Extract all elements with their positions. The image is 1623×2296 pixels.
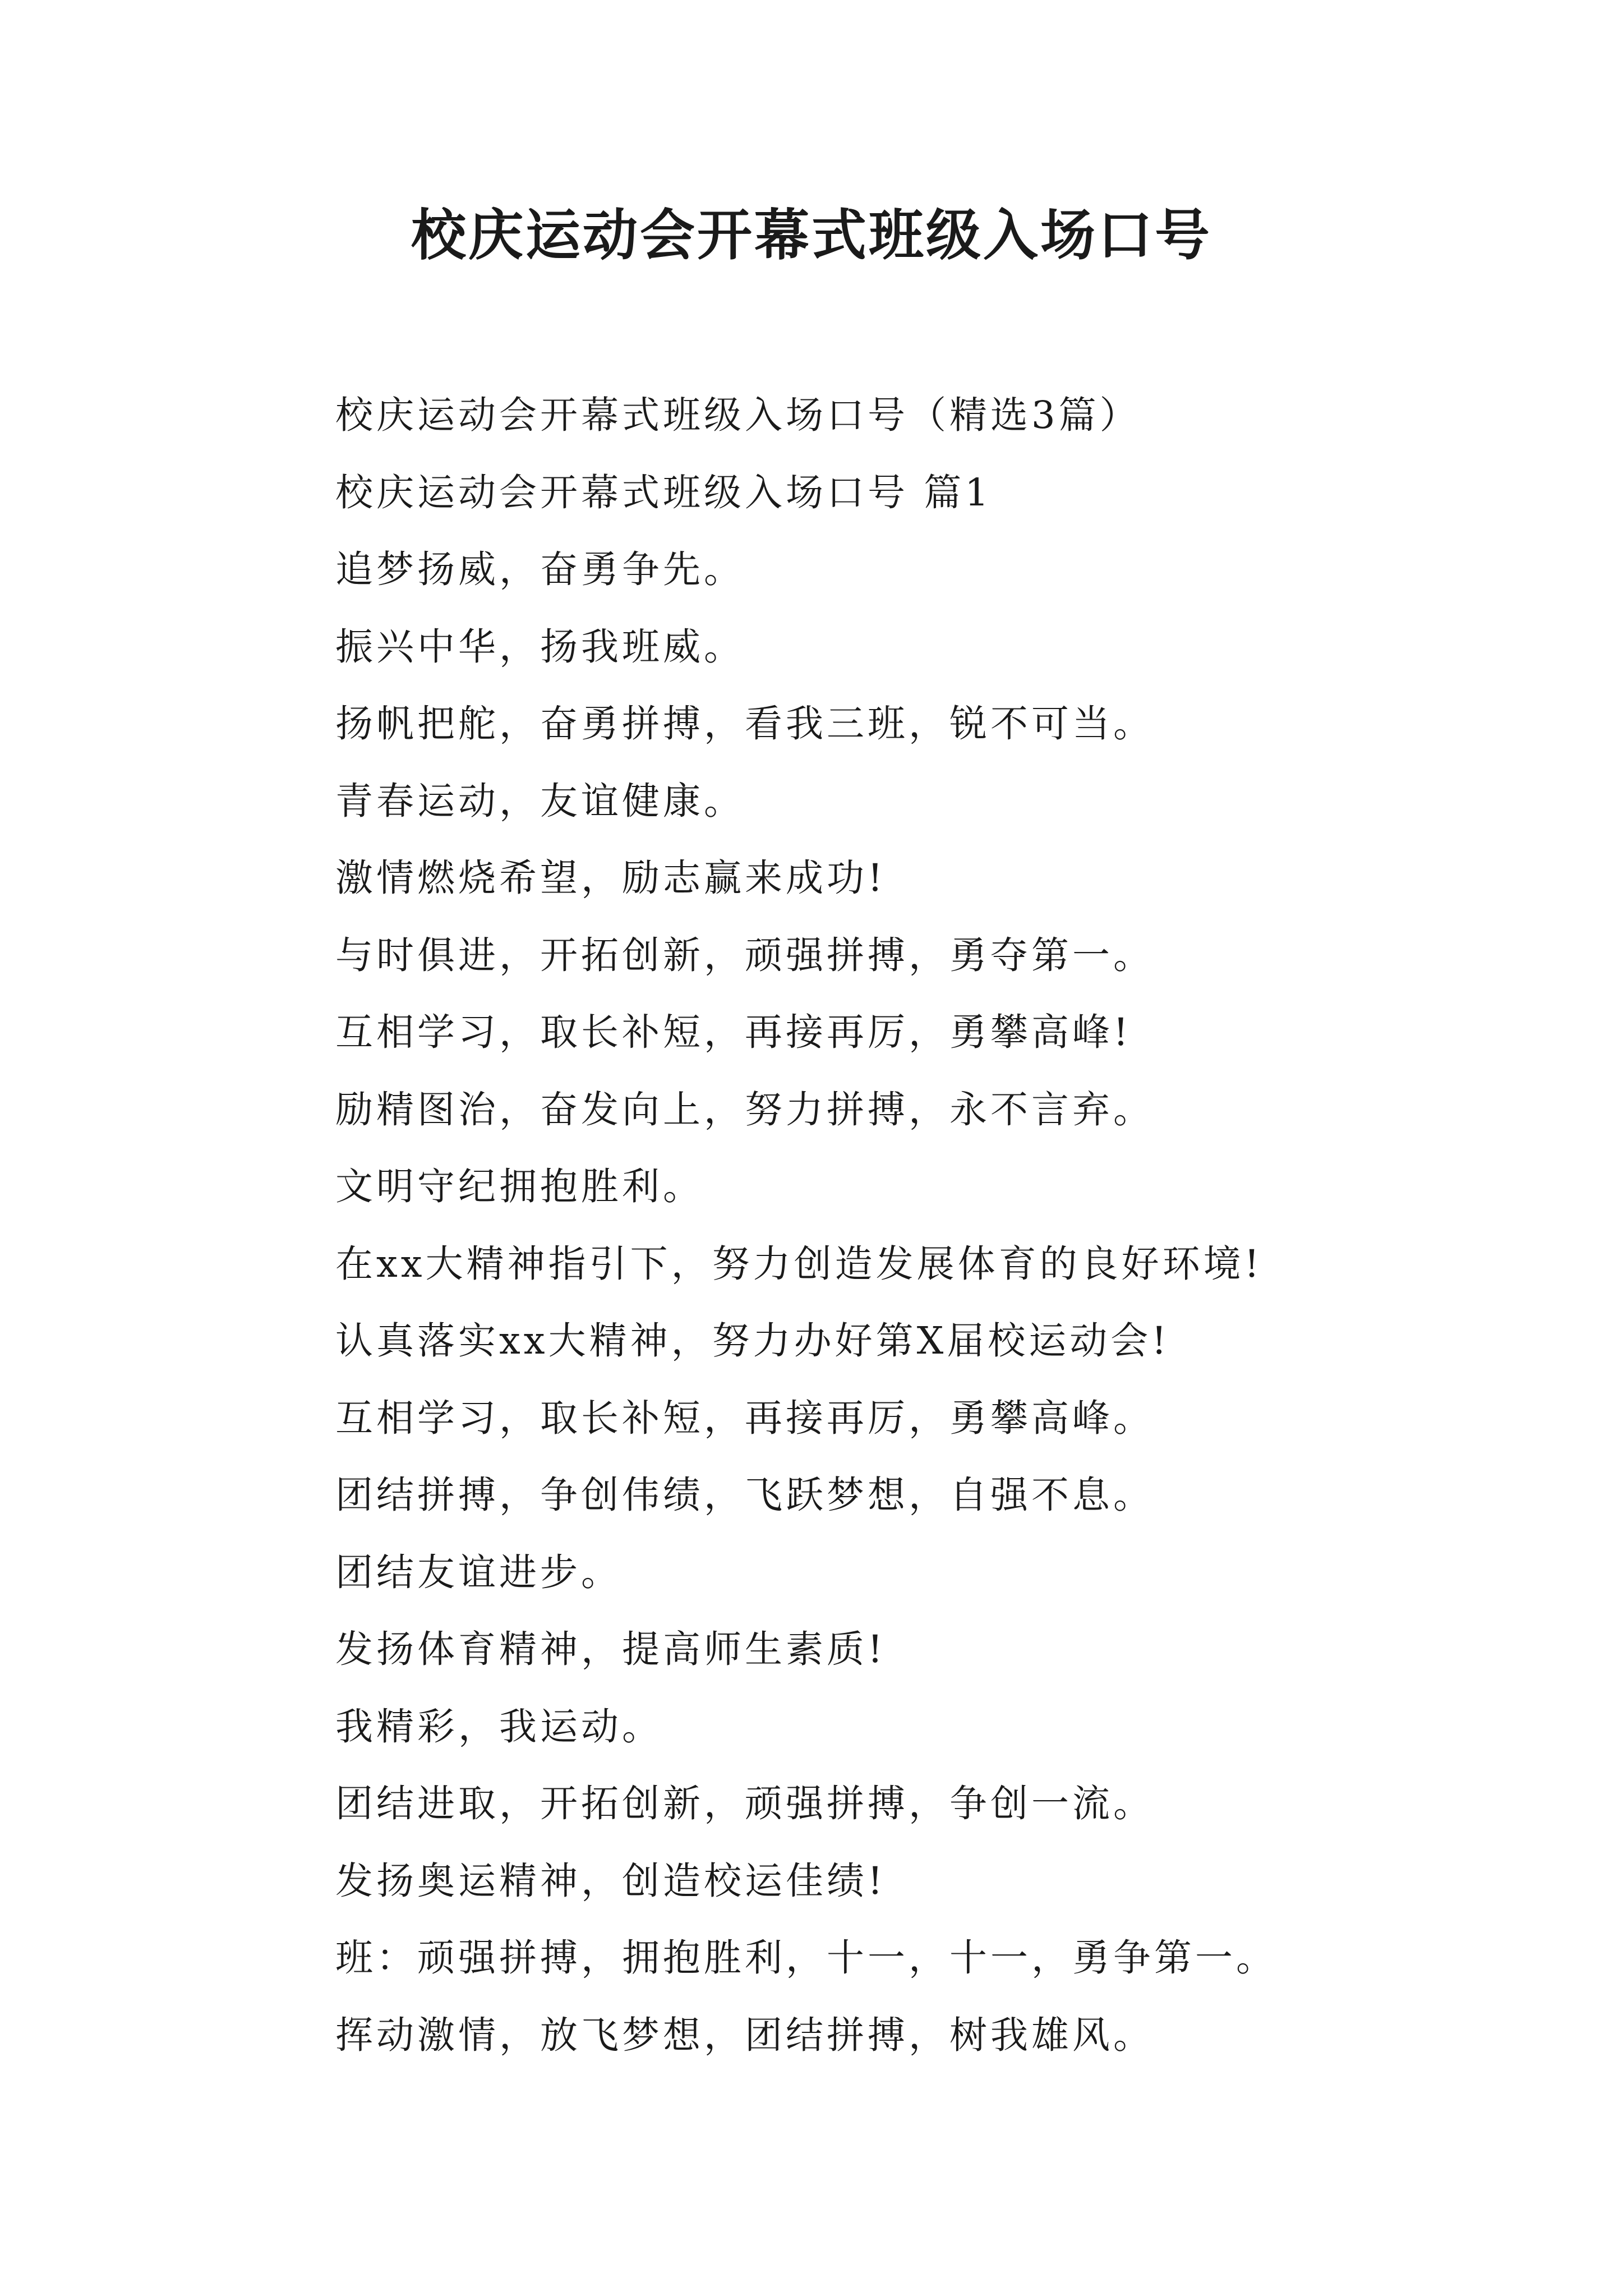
text-line: 团结进取，开拓创新，顽强拼搏，争创一流。 xyxy=(335,1782,1154,1825)
document-title: 校庆运动会开幕式班级入场口号 xyxy=(411,203,1212,268)
text-line: 文明守纪拥抱胜利。 xyxy=(335,1165,704,1208)
text-line: 在xx大精神指引下，努力创造发展体育的良好环境! xyxy=(335,1241,1263,1286)
text-line: 认真落实xx大精神，努力办好第X届校运动会! xyxy=(335,1319,1170,1363)
text-line: 互相学习，取长补短，再接再厉，勇攀高峰! xyxy=(335,1010,1132,1054)
text-line: 激情燃烧希望，励志赢来成功! xyxy=(335,856,886,900)
text-line: 励精图治，奋发向上，努力拼搏，永不言弃。 xyxy=(335,1087,1154,1131)
text-line: 发扬奥运精神，创造校运佳绩! xyxy=(335,1858,886,1903)
text-line: 团结拼搏，争创伟绩，飞跃梦想，自强不息。 xyxy=(335,1473,1154,1517)
text-line: 青春运动，友谊健康。 xyxy=(335,779,745,823)
text-line: 校庆运动会开幕式班级入场口号 篇1 xyxy=(335,470,992,514)
text-line: 团结友谊进步。 xyxy=(335,1550,622,1594)
text-line: 追梦扬威，奋勇争先。 xyxy=(335,547,745,591)
text-line: 发扬体育精神，提高师生素质! xyxy=(335,1627,886,1671)
text-line: 与时俱进，开拓创新，顽强拼搏，勇夺第一。 xyxy=(335,933,1154,977)
document-body xyxy=(335,377,1457,2074)
text-line: 互相学习，取长补短，再接再厉，勇攀高峰。 xyxy=(335,1396,1154,1440)
text-line: 扬帆把舵，奋勇拼搏，看我三班，锐不可当。 xyxy=(335,702,1154,746)
text-line: 班：顽强拼搏，拥抱胜利，十一，十一，勇争第一。 xyxy=(335,1936,1277,1980)
text-line: 振兴中华，扬我班威。 xyxy=(335,624,745,669)
text-line: 我精彩，我运动。 xyxy=(335,1704,663,1749)
text-line: 挥动激情，放飞梦想，团结拼搏，树我雄风。 xyxy=(335,2013,1154,2057)
text-line: 校庆运动会开幕式班级入场口号（精选3篇） xyxy=(335,393,1141,437)
